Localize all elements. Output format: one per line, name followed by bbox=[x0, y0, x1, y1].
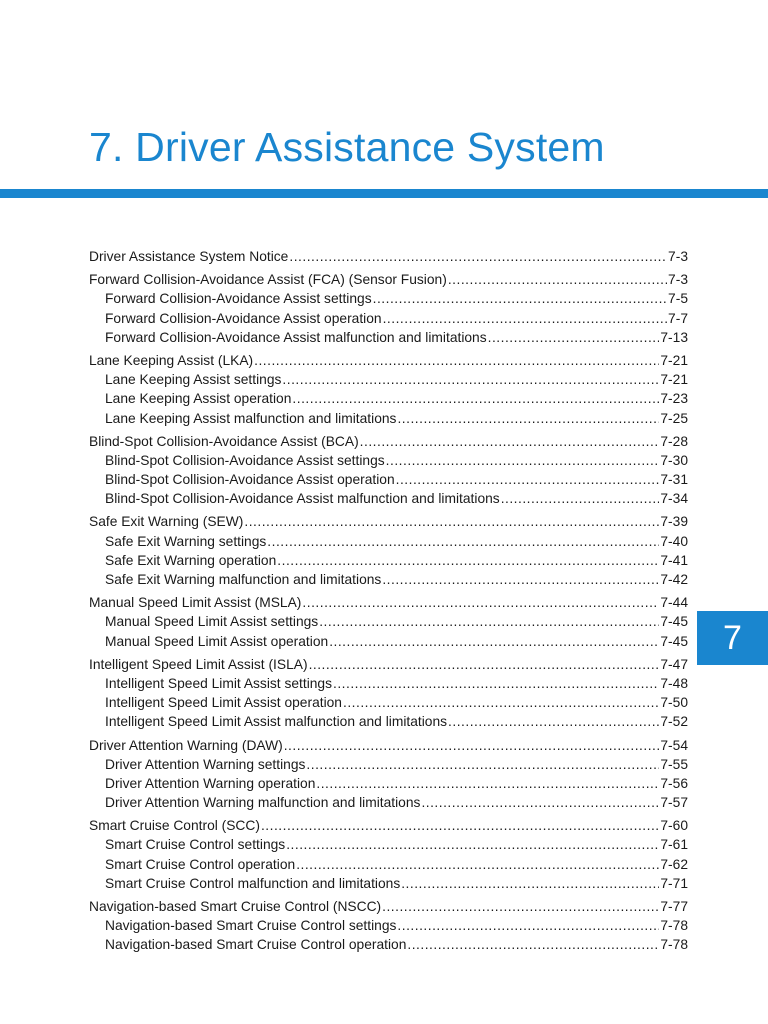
toc-subentry[interactable] bbox=[89, 835, 688, 854]
toc-entry-title: Forward Collision-Avoidance Assist operation bbox=[105, 310, 382, 326]
toc-subentry[interactable] bbox=[89, 674, 688, 693]
toc-entry-title: Lane Keeping Assist (LKA) bbox=[89, 352, 254, 368]
toc-subentry[interactable] bbox=[89, 470, 688, 489]
toc-entry-title: Driver Assistance System Notice bbox=[89, 249, 289, 264]
toc-page-number: 7-52 bbox=[660, 714, 688, 730]
dot-leader bbox=[329, 632, 659, 651]
dot-leader bbox=[302, 593, 659, 612]
toc-entry-title: Smart Cruise Control (SCC) bbox=[89, 818, 260, 834]
dot-leader bbox=[386, 451, 660, 470]
toc-entry-title: Blind-Spot Collision-Avoidance Assist malfunction and limitations bbox=[105, 491, 500, 507]
dot-leader bbox=[316, 774, 659, 793]
toc-section bbox=[89, 736, 688, 813]
toc-page-number: 7-5 bbox=[668, 291, 688, 307]
toc-section bbox=[89, 247, 688, 266]
toc-entry-title: Blind-Spot Collision-Avoidance Assist settings bbox=[105, 452, 385, 468]
dot-leader bbox=[397, 916, 659, 935]
toc-entry-title: Navigation-based Smart Cruise Control settings bbox=[105, 918, 397, 934]
toc-entry-title: Smart Cruise Control settings bbox=[105, 837, 286, 853]
dot-leader bbox=[286, 835, 659, 854]
dot-leader bbox=[306, 755, 659, 774]
toc-page-number: 7-41 bbox=[660, 552, 688, 568]
toc-entry[interactable] bbox=[89, 593, 688, 612]
toc-section bbox=[89, 432, 688, 509]
toc-subentry[interactable] bbox=[89, 570, 688, 589]
dot-leader bbox=[267, 532, 659, 551]
toc-page-number: 7-78 bbox=[660, 937, 688, 953]
toc-subentry[interactable] bbox=[89, 532, 688, 551]
toc-entry-title: Safe Exit Warning operation bbox=[105, 552, 277, 568]
title-rule bbox=[0, 189, 768, 198]
toc-entry[interactable] bbox=[89, 270, 688, 289]
dot-leader bbox=[382, 570, 659, 589]
toc-entry-title: Driver Attention Warning operation bbox=[105, 775, 316, 791]
toc-entry-title: Forward Collision-Avoidance Assist (FCA) (Sensor Fusion) bbox=[89, 272, 447, 288]
toc-page-number: 7-62 bbox=[660, 856, 688, 872]
toc-subentry[interactable] bbox=[89, 612, 688, 631]
toc-page-number: 7-40 bbox=[660, 533, 688, 549]
toc-entry-title: Driver Attention Warning malfunction and limitations bbox=[105, 795, 421, 811]
toc-entry-title: Lane Keeping Assist settings bbox=[105, 372, 282, 388]
chapter-tab[interactable]: 7 bbox=[697, 611, 768, 665]
toc-section bbox=[89, 655, 688, 732]
toc-section bbox=[89, 512, 688, 589]
toc-subentry[interactable] bbox=[89, 855, 688, 874]
toc-subentry[interactable] bbox=[89, 451, 688, 470]
toc-entry-title: Blind-Spot Collision-Avoidance Assist (BCA) bbox=[89, 433, 359, 449]
toc-entry[interactable] bbox=[89, 432, 688, 451]
toc-entry-title: Driver Attention Warning settings bbox=[105, 756, 306, 772]
toc-page-number: 7-21 bbox=[660, 352, 688, 368]
toc-page-number: 7-21 bbox=[660, 372, 688, 388]
dot-leader bbox=[421, 793, 659, 812]
toc-entry-title: Lane Keeping Assist malfunction and limitations bbox=[105, 410, 397, 426]
toc-page-number: 7-71 bbox=[660, 875, 688, 891]
dot-leader bbox=[396, 470, 660, 489]
toc-page-number: 7-7 bbox=[668, 310, 688, 326]
toc-page-number: 7-44 bbox=[660, 595, 688, 611]
toc-page-number: 7-47 bbox=[660, 656, 688, 672]
dot-leader bbox=[397, 409, 659, 428]
toc-page-number: 7-56 bbox=[660, 775, 688, 791]
toc-entry[interactable] bbox=[89, 512, 688, 531]
toc-page-number: 7-23 bbox=[660, 391, 688, 407]
toc-page-number: 7-13 bbox=[660, 329, 688, 345]
dot-leader bbox=[292, 389, 659, 408]
toc-entry[interactable] bbox=[89, 247, 688, 266]
dot-leader bbox=[284, 736, 660, 755]
dot-leader bbox=[277, 551, 659, 570]
dot-leader bbox=[282, 370, 659, 389]
dot-leader bbox=[383, 309, 667, 328]
toc-subentry[interactable] bbox=[89, 712, 688, 731]
toc-page-number: 7-77 bbox=[660, 899, 688, 914]
dot-leader bbox=[448, 270, 667, 289]
toc-section bbox=[89, 593, 688, 651]
toc-subentry[interactable] bbox=[89, 551, 688, 570]
dot-leader bbox=[244, 512, 659, 531]
toc-entry-title: Manual Speed Limit Assist (MSLA) bbox=[89, 595, 302, 611]
toc-entry[interactable] bbox=[89, 351, 688, 370]
toc-entry[interactable] bbox=[89, 897, 688, 916]
dot-leader bbox=[343, 693, 659, 712]
chapter-title: 7. Driver Assistance System bbox=[89, 124, 605, 170]
toc-subentry[interactable] bbox=[89, 328, 688, 347]
toc-subentry[interactable] bbox=[89, 935, 688, 954]
table-of-contents bbox=[89, 247, 688, 959]
toc-page-number: 7-48 bbox=[660, 675, 688, 691]
dot-leader bbox=[448, 712, 659, 731]
toc-subentry[interactable] bbox=[89, 489, 688, 508]
toc-entry[interactable] bbox=[89, 655, 688, 674]
toc-page-number: 7-54 bbox=[660, 737, 688, 753]
dot-leader bbox=[261, 816, 659, 835]
toc-subentry[interactable] bbox=[89, 409, 688, 428]
toc-page-number: 7-78 bbox=[660, 918, 688, 934]
toc-entry-title: Safe Exit Warning settings bbox=[105, 533, 267, 549]
toc-page-number: 7-3 bbox=[668, 272, 688, 288]
toc-entry-title: Blind-Spot Collision-Avoidance Assist operation bbox=[105, 472, 395, 488]
dot-leader bbox=[501, 489, 660, 508]
toc-page-number: 7-57 bbox=[660, 795, 688, 811]
toc-subentry[interactable] bbox=[89, 632, 688, 651]
toc-entry-title: Navigation-based Smart Cruise Control operation bbox=[105, 937, 407, 953]
toc-subentry[interactable] bbox=[89, 693, 688, 712]
toc-entry-title: Forward Collision-Avoidance Assist settings bbox=[105, 291, 372, 307]
dot-leader bbox=[309, 655, 660, 674]
dot-leader bbox=[382, 897, 659, 916]
dot-leader bbox=[401, 874, 659, 893]
toc-entry[interactable] bbox=[89, 736, 688, 755]
toc-subentry[interactable] bbox=[89, 793, 688, 812]
dot-leader bbox=[488, 328, 660, 347]
toc-page-number: 7-28 bbox=[660, 433, 688, 449]
toc-page-number: 7-31 bbox=[660, 472, 688, 488]
toc-entry-title: Smart Cruise Control malfunction and limitations bbox=[105, 875, 401, 891]
dot-leader bbox=[360, 432, 660, 451]
toc-subentry[interactable] bbox=[89, 755, 688, 774]
toc-page-number: 7-45 bbox=[660, 633, 688, 649]
toc-entry-title: Driver Attention Warning (DAW) bbox=[89, 737, 283, 753]
toc-subentry[interactable] bbox=[89, 916, 688, 935]
dot-leader bbox=[373, 289, 667, 308]
toc-subentry[interactable] bbox=[89, 309, 688, 328]
toc-entry-title: Safe Exit Warning (SEW) bbox=[89, 514, 244, 530]
toc-page-number: 7-34 bbox=[660, 491, 688, 507]
toc-page-number: 7-45 bbox=[660, 614, 688, 630]
toc-entry-title: Intelligent Speed Limit Assist operation bbox=[105, 695, 342, 711]
toc-entry-title: Intelligent Speed Limit Assist (ISLA) bbox=[89, 656, 308, 672]
toc-page-number: 7-55 bbox=[660, 756, 688, 772]
toc-page-number: 7-42 bbox=[660, 572, 688, 587]
toc-subentry[interactable] bbox=[89, 774, 688, 793]
toc-entry-title: Manual Speed Limit Assist operation bbox=[105, 633, 329, 649]
toc-subentry[interactable] bbox=[89, 370, 688, 389]
toc-entry-title: Safe Exit Warning malfunction and limitations bbox=[105, 572, 382, 587]
toc-entry-title: Navigation-based Smart Cruise Control (NSCC) bbox=[89, 899, 382, 914]
toc-page-number: 7-25 bbox=[660, 410, 688, 426]
toc-page-number: 7-50 bbox=[660, 695, 688, 711]
toc-subentry[interactable] bbox=[89, 289, 688, 308]
dot-leader bbox=[319, 612, 659, 631]
dot-leader bbox=[333, 674, 659, 693]
toc-page-number: 7-30 bbox=[660, 452, 688, 468]
toc-entry-title: Manual Speed Limit Assist settings bbox=[105, 614, 319, 630]
toc-section bbox=[89, 351, 688, 428]
toc-subentry[interactable] bbox=[89, 874, 688, 893]
toc-entry[interactable] bbox=[89, 816, 688, 835]
dot-leader bbox=[296, 855, 659, 874]
toc-page-number: 7-39 bbox=[660, 514, 688, 530]
toc-page-number: 7-60 bbox=[660, 818, 688, 834]
toc-section bbox=[89, 816, 688, 893]
toc-entry-title: Intelligent Speed Limit Assist settings bbox=[105, 675, 333, 691]
toc-section bbox=[89, 897, 688, 955]
toc-entry-title: Forward Collision-Avoidance Assist malfunction and limitations bbox=[105, 329, 487, 345]
toc-entry-title: Intelligent Speed Limit Assist malfunction and limitations bbox=[105, 714, 448, 730]
toc-page-number: 7-61 bbox=[660, 837, 688, 853]
toc-entry-title: Smart Cruise Control operation bbox=[105, 856, 296, 872]
toc-section bbox=[89, 270, 688, 347]
toc-page-number: 7-3 bbox=[668, 249, 688, 264]
dot-leader bbox=[407, 935, 659, 954]
dot-leader bbox=[254, 351, 659, 370]
toc-subentry[interactable] bbox=[89, 389, 688, 408]
dot-leader bbox=[289, 247, 667, 266]
toc-entry-title: Lane Keeping Assist operation bbox=[105, 391, 292, 407]
